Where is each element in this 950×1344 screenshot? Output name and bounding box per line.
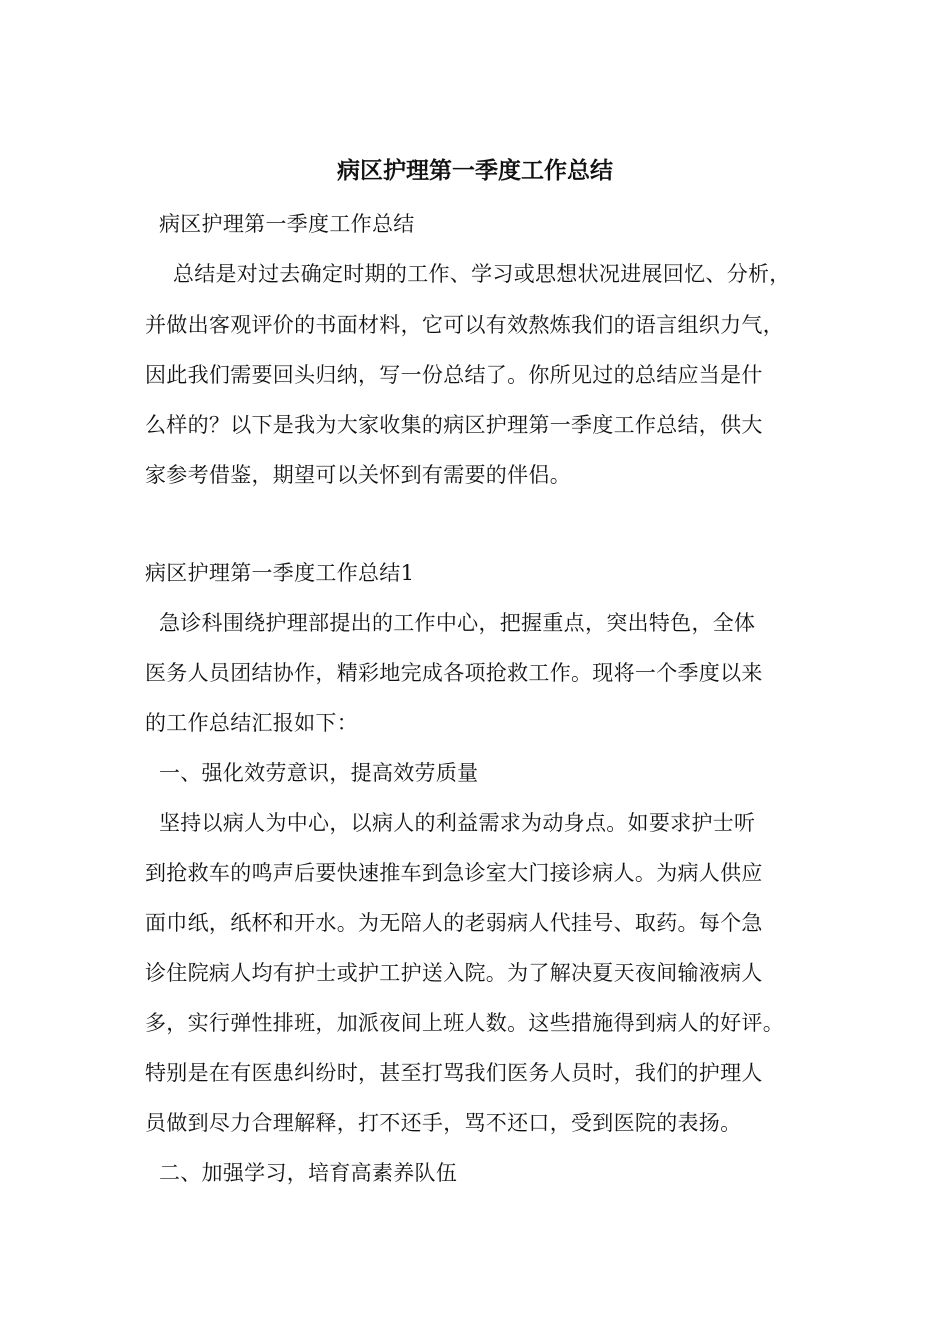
paragraph-line: 坚持以病人为中心，以病人的利益需求为动身点。如要求护士听	[145, 811, 756, 835]
paragraph-line: 家参考借鉴，期望可以关怀到有需要的伴侣。	[145, 463, 571, 487]
paragraph-line: 到抢救车的鸣声后要快速推车到急诊室大门接诊病人。为病人供应	[145, 861, 763, 885]
section-heading: 病区护理第一季度工作总结1	[145, 561, 415, 585]
document-title: 病区护理第一季度工作总结	[337, 157, 613, 184]
subtitle-line: 病区护理第一季度工作总结	[145, 212, 415, 236]
paragraph-line: 面巾纸，纸杯和开水。为无陪人的老弱病人代挂号、取药。每个急	[145, 911, 763, 935]
paragraph-line: 因此我们需要回头归纳，写一份总结了。你所见过的总结应当是什	[145, 363, 763, 387]
paragraph-line: 多，实行弹性排班，加派夜间上班人数。这些措施得到病人的好评。	[145, 1011, 784, 1035]
paragraph-line: 总结是对过去确定时期的工作、学习或思想状况进展回忆、分析，	[145, 262, 791, 286]
subsection-heading: 一、强化效劳意识，提高效劳质量	[145, 761, 479, 785]
paragraph-line: 急诊科围绕护理部提出的工作中心，把握重点，突出特色，全体	[145, 611, 756, 635]
paragraph-line: 特别是在有医患纠纷时，甚至打骂我们医务人员时，我们的护理人	[145, 1061, 763, 1085]
subsection-heading: 二、加强学习，培育高素养队伍	[145, 1161, 458, 1185]
paragraph-line: 的工作总结汇报如下：	[145, 711, 358, 735]
paragraph-line: 医务人员团结协作，精彩地完成各项抢救工作。现将一个季度以来	[145, 661, 763, 685]
paragraph-line: 么样的？以下是我为大家收集的病区护理第一季度工作总结，供大	[145, 413, 763, 437]
paragraph-line: 并做出客观评价的书面材料，它可以有效熬炼我们的语言组织力气，	[145, 313, 784, 337]
paragraph-line: 员做到尽力合理解释，打不还手，骂不还口，受到医院的表扬。	[145, 1111, 742, 1135]
paragraph-line: 诊住院病人均有护士或护工护送入院。为了解决夏天夜间输液病人	[145, 961, 763, 985]
